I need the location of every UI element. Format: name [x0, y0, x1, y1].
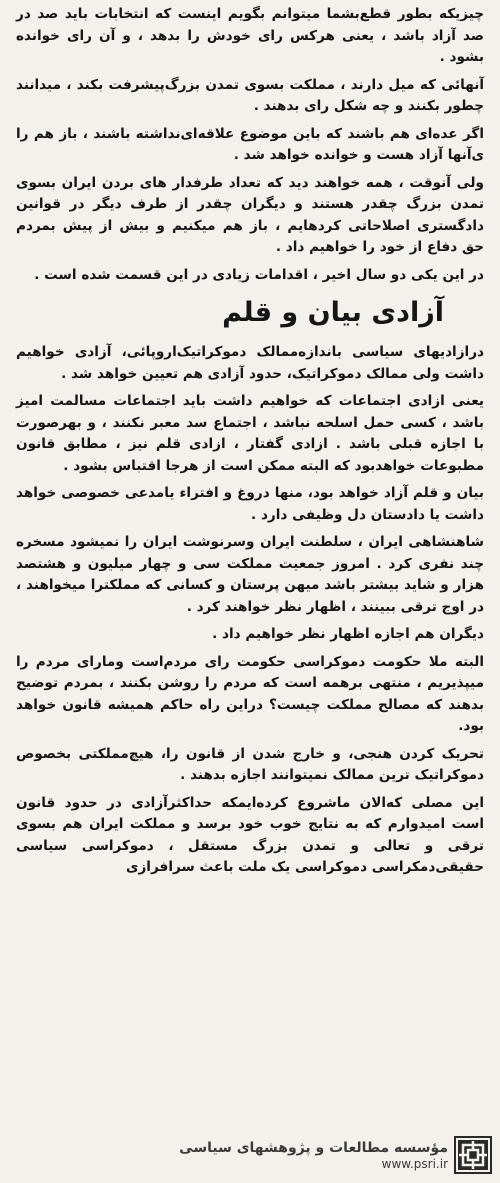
paragraph: بیان و قلم آزاد خواهد بود، منها دروغ و افتراء یامدعی خصوصی خواهد داشت یا دادستان دل وظیفی دارد .	[16, 485, 484, 523]
paragraph: چیزیکه بطور قطع‌بشما میتوانم بگویم اینست که انتخابات باید صد در صد آزاد باشد ، یعنی هرکس رای خودش را بدهد ، و آن رای خوانده بشود .	[16, 6, 484, 65]
paragraph: این مصلی که‌الان ماشروع کرده‌ایمکه حداکثرآزادی در حدود قانون است امیدوارم که به نتایج خوب خود برسد و مملکت ایران هم بسوی ترقی و تعالی و تمدن بزرگ مستقل ، دموکراسی سیاسی حقیقی‌دمکراسی دموکراسی یک ملت باعث سرافرازی	[16, 794, 484, 875]
watermark-text	[179, 1139, 448, 1171]
paragraph: ولی آنوقت ، همه خواهند دید که تعداد طرفدار های بردن ایران بسوی تمدن بزرگ چقدر هستند و دیگران چقدر از طرف دیگر در قوانین دادگستری اصلاحاتی کردهایم ، باز هم میکنیم و بیش از پیش بمردم حق دفاع از خود را خواهیم داد .	[16, 174, 484, 255]
paragraph: تحریک کردن هنجی، و خارج شدن از قانون را، هیچ‌مملکتی بخصوص دموکراتیک ترین ممالک نمیتوانند اجازه بدهند .	[16, 745, 484, 783]
article-body-before	[16, 4, 484, 286]
paragraph: البته ملا حکومت دموکراسی حکومت رای مردم‌است ومارای مردم را میپذیریم ، منتهی برهمه است که مردم را روشن بکنند ، بمردم توضیح بدهند که مصالح مملکت چیست؟ دراین راه حاکم همیشه قانون خواهد بود.	[16, 653, 484, 734]
paragraph: درازادیهای سیاسی باندازه‌ممالک دموکراتیک‌اروپائی، آزادی خواهیم داشت ولی ممالک دموکراتیک، حدود آزادی هم تعیین خواهد شد .	[16, 344, 484, 382]
watermark-url: www.psri.ir	[381, 1157, 448, 1171]
watermark-name: مؤسسه مطالعات و پژوهشهای سیاسی	[179, 1140, 448, 1156]
paragraph: یعنی ازادی اجتماعات که خواهیم داشت باید اجتماعات مسالمت امیز باشد ، کسی حمل اسلحه نباشد ، اجتماع سد معبر نکنند ، و بهرصورت با اجازه قبلی باشد . ازادی گفتار ، ازادی قلم نیز ، مطابق قانون مطبوعات خواهدبود که البته ممکن است از هرجا اقتباس بشود .	[16, 393, 484, 474]
publisher-watermark	[179, 1135, 492, 1175]
paragraph: آنهائی که میل دارند ، مملکت بسوی تمدن بزرگ‌پیشرفت بکند ، میدانند چطور بکنند و چه شکل رای بدهند .	[16, 76, 484, 114]
article-body-after	[16, 342, 484, 879]
psri-knot-logo-icon	[454, 1136, 492, 1174]
paragraph: در این یکی دو سال اخیر ، اقدامات زیادی در این قسمت شده است .	[34, 266, 484, 283]
paragraph: دیگران هم اجازه اظهار نظر خواهیم داد .	[212, 626, 484, 642]
paragraph: اگر عده‌ای هم باشند که باین موضوع علاقه‌ای‌نداشته باشند ، باز هم را ی‌آنها آزاد هست و خوانده خواهد شد .	[16, 125, 484, 163]
section-heading: آزادی بیان و قلم	[222, 297, 444, 328]
paragraph: شاهنشاهی ایران ، سلطنت ایران وسرنوشت ایران را نمیشود مسخره چند نفری کرد . امروز جمعیت مملکت سی و چهار میلیون و هشتصد هزار و شاید بیشتر باشد میهن پرستان و کسانی که مملکترا میخواهند ، در اوج ترقی ببینند ، اظهار نظر خواهند کرد .	[16, 534, 484, 615]
